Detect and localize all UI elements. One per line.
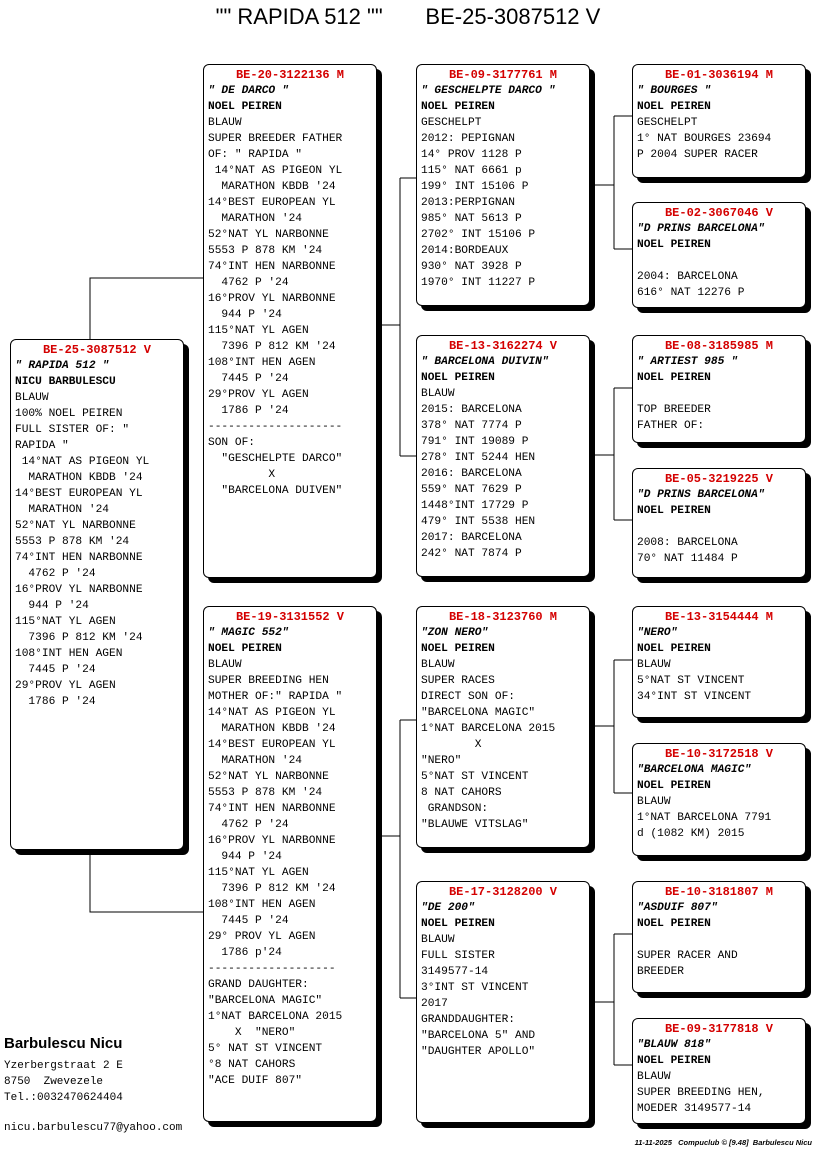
detail-line: ------------------- (208, 963, 336, 975)
sire-sire-owner: NOEL PEIREN (421, 101, 495, 113)
detail-line: FATHER OF: (637, 420, 705, 432)
sds-details (637, 386, 805, 434)
sire-sire-card[interactable] (416, 64, 590, 306)
detail-line: X (208, 469, 276, 481)
detail-line: "BLAUWE VITSLAG" (421, 819, 529, 831)
sdd-name: "D PRINS BARCELONA" (637, 489, 765, 501)
detail-line: 1°NAT BARCELONA 2015 (421, 723, 556, 735)
dsd-details (637, 794, 805, 842)
detail-line: 944 P '24 (208, 309, 282, 321)
detail-line: 2012: PEPIGNAN (421, 133, 515, 145)
dsd-owner: NOEL PEIREN (637, 780, 711, 792)
detail-line: X "NERO" (208, 1027, 296, 1039)
detail-line: 2702° INT 15106 P (421, 229, 536, 241)
dam-details (208, 657, 376, 1089)
dsd-ring: BE-10-3172518 V (664, 747, 774, 761)
sire-ring: BE-20-3122136 M (235, 68, 345, 82)
detail-line: 14°NAT AS PIGEON YL (15, 456, 150, 468)
detail-line: "DAUGHTER APOLLO" (421, 1046, 536, 1058)
detail-line: 944 P '24 (15, 600, 89, 612)
sds-name: " ARTIEST 985 " (637, 356, 738, 368)
detail-line: 791° INT 19089 P (421, 436, 529, 448)
sire-dam-name: " BARCELONA DUIVIN" (421, 356, 549, 368)
detail-line: 16°PROV YL NARBONNE (15, 584, 143, 596)
detail-line: 378° NAT 7774 P (421, 420, 522, 432)
detail-line: BLAUW (637, 796, 671, 808)
detail-line: MARATHON KBDB '24 (208, 723, 336, 735)
detail-line: MARATHON KBDB '24 (15, 472, 143, 484)
detail-line: 74°INT HEN NARBONNE (208, 803, 336, 815)
detail-line: 2008: BARCELONA (637, 537, 738, 549)
detail-line: MOTHER OF:" RAPIDA " (208, 691, 343, 703)
detail-line (637, 386, 805, 402)
detail-line: 52°NAT YL NARBONNE (208, 771, 329, 783)
detail-line: 7445 P '24 (208, 373, 289, 385)
detail-line: 5°NAT ST VINCENT (637, 675, 745, 687)
sire-name: " DE DARCO " (208, 85, 289, 97)
dam-dam-details (421, 932, 589, 1060)
detail-line: TOP BREEDER (637, 404, 711, 416)
detail-line: 5553 P 878 KM '24 (15, 536, 130, 548)
sire-sire-details (421, 115, 589, 291)
detail-line: 108°INT HEN AGEN (208, 899, 316, 911)
detail-line: BLAUW (421, 934, 455, 946)
detail-line: 1°NAT BARCELONA 7791 (637, 812, 772, 824)
subject-owner: NICU BARBULESCU (15, 376, 116, 388)
dam-name: " MAGIC 552" (208, 627, 289, 639)
sire-dam-owner: NOEL PEIREN (421, 372, 495, 384)
detail-line: 4762 P '24 (15, 568, 96, 580)
detail-line: RAPIDA " (15, 440, 69, 452)
ddd-ring: BE-09-3177818 V (664, 1022, 774, 1036)
sire-details (208, 115, 376, 499)
ddd-name: "BLAUW 818" (637, 1039, 711, 1051)
ssd-details (637, 253, 805, 301)
subject-ring: BE-25-3087512 V (42, 343, 152, 357)
detail-line: 29°PROV YL AGEN (208, 389, 309, 401)
detail-line: "BARCELONA MAGIC" (421, 707, 536, 719)
detail-line: 5°NAT ST VINCENT (421, 771, 529, 783)
detail-line: -------------------- (208, 421, 343, 433)
detail-line: 479° INT 5538 HEN (421, 516, 536, 528)
detail-line: 14°NAT AS PIGEON YL (208, 707, 336, 719)
sds-ring: BE-08-3185985 M (664, 339, 774, 353)
detail-line: 115°NAT YL AGEN (15, 616, 116, 628)
detail-line: 34°INT ST VINCENT (637, 691, 752, 703)
dss-name: "NERO" (637, 627, 678, 639)
dss-card[interactable] (632, 606, 806, 718)
detail-line: 29°PROV YL AGEN (15, 680, 116, 692)
detail-line: "BARCELONA MAGIC" (208, 995, 323, 1007)
dam-dam-name: "DE 200" (421, 902, 475, 914)
detail-line: 115°NAT YL AGEN (208, 325, 309, 337)
dam-sire-owner: NOEL PEIREN (421, 643, 495, 655)
detail-line: 930° NAT 3928 P (421, 261, 522, 273)
detail-line: 1970° INT 11227 P (421, 277, 536, 289)
sss-card[interactable] (632, 64, 806, 178)
detail-line: BLAUW (421, 388, 455, 400)
detail-line: 100% NOEL PEIREN (15, 408, 123, 420)
detail-line: 14°BEST EUROPEAN YL (15, 488, 143, 500)
detail-line: 559° NAT 7629 P (421, 484, 522, 496)
breeder-name: Barbulescu Nicu (4, 1035, 123, 1052)
detail-line: 108°INT HEN AGEN (208, 357, 316, 369)
breeder-city: 8750 Zwevezele (4, 1076, 104, 1088)
detail-line: GRANDSON: (421, 803, 489, 815)
dam-dam-ring: BE-17-3128200 V (448, 885, 558, 899)
ssd-ring: BE-02-3067046 V (664, 206, 774, 220)
subject-card[interactable] (10, 339, 184, 850)
detail-line: SUPER BREEDER FATHER (208, 133, 343, 145)
detail-line: 616° NAT 12276 P (637, 287, 745, 299)
detail-line: 5553 P 878 KM '24 (208, 787, 323, 799)
detail-line: GRAND DAUGHTER: (208, 979, 309, 991)
detail-line: 7396 P 812 KM '24 (208, 341, 336, 353)
breeder-info (4, 1034, 182, 1136)
detail-line: BREEDER (637, 966, 684, 978)
detail-line: DIRECT SON OF: (421, 691, 515, 703)
ssd-card[interactable] (632, 202, 806, 308)
breeder-email[interactable]: nicu.barbulescu77@yahoo.com (4, 1122, 183, 1134)
detail-line: BLAUW (208, 659, 242, 671)
sire-dam-details (421, 386, 589, 562)
detail-line: 2013:PERPIGNAN (421, 197, 515, 209)
detail-line: 4762 P '24 (208, 819, 289, 831)
detail-line: MARATHON '24 (208, 755, 302, 767)
detail-line: 5553 P 878 KM '24 (208, 245, 323, 257)
sire-owner: NOEL PEIREN (208, 101, 282, 113)
subject-details (15, 390, 183, 710)
detail-line: 7445 P '24 (15, 664, 96, 676)
detail-line: GESCHELPT (637, 117, 698, 129)
detail-line: GESCHELPT (421, 117, 482, 129)
detail-line: 29° PROV YL AGEN (208, 931, 316, 943)
detail-line: "ACE DUIF 807" (208, 1075, 302, 1087)
sdd-ring: BE-05-3219225 V (664, 472, 774, 486)
sss-ring: BE-01-3036194 M (664, 68, 774, 82)
detail-line: 7396 P 812 KM '24 (208, 883, 336, 895)
detail-line: °8 NAT CAHORS (208, 1059, 296, 1071)
detail-line: 16°PROV YL NARBONNE (208, 835, 336, 847)
detail-line: BLAUW (637, 1071, 671, 1083)
detail-line: 2017 (421, 998, 448, 1010)
detail-line (637, 253, 805, 269)
breeder-tel: Tel.:0032470624404 (4, 1092, 123, 1104)
dam-dam-owner: NOEL PEIREN (421, 918, 495, 930)
detail-line: FULL SISTER (421, 950, 495, 962)
breeder-street: Yzerbergstraat 2 E (4, 1060, 123, 1072)
dam-sire-name: "ZON NERO" (421, 627, 489, 639)
dam-card[interactable] (203, 606, 377, 1122)
detail-line: 2004: BARCELONA (637, 271, 738, 283)
detail-line: 1786 P '24 (208, 405, 289, 417)
detail-line: GRANDDAUGHTER: (421, 1014, 515, 1026)
dam-ring: BE-19-3131552 V (235, 610, 345, 624)
ddd-owner: NOEL PEIREN (637, 1055, 711, 1067)
ssd-name: "D PRINS BARCELONA" (637, 223, 765, 235)
detail-line: "BARCELONA 5" AND (421, 1030, 536, 1042)
dds-ring: BE-10-3181807 M (664, 885, 774, 899)
detail-line: SUPER BREEDING HEN, (637, 1087, 765, 1099)
detail-line: OF: " RAPIDA " (208, 149, 302, 161)
sdd-card[interactable] (632, 468, 806, 578)
detail-line: 1° NAT BOURGES 23694 (637, 133, 772, 145)
sds-owner: NOEL PEIREN (637, 372, 711, 384)
dds-name: "ASDUIF 807" (637, 902, 718, 914)
detail-line: 7396 P 812 KM '24 (15, 632, 143, 644)
detail-line: FULL SISTER OF: " (15, 424, 130, 436)
dss-ring: BE-13-3154444 M (664, 610, 774, 624)
detail-line: 108°INT HEN AGEN (15, 648, 123, 660)
sire-sire-name: " GESCHELPTE DARCO " (421, 85, 556, 97)
detail-line: 115°NAT YL AGEN (208, 867, 309, 879)
dds-owner: NOEL PEIREN (637, 918, 711, 930)
detail-line (637, 932, 805, 948)
page-title: "" RAPIDA 512 "" BE-25-3087512 V (215, 4, 601, 29)
detail-line: MARATHON '24 (208, 213, 302, 225)
sire-card[interactable] (203, 64, 377, 578)
detail-line: 2016: BARCELONA (421, 468, 522, 480)
dam-owner: NOEL PEIREN (208, 643, 282, 655)
detail-line: 1786 p'24 (208, 947, 282, 959)
ddd-details (637, 1069, 805, 1117)
detail-line: 70° NAT 11484 P (637, 553, 738, 565)
detail-line: 5° NAT ST VINCENT (208, 1043, 323, 1055)
detail-line: 14° PROV 1128 P (421, 149, 522, 161)
detail-line: 2014:BORDEAUX (421, 245, 509, 257)
dam-sire-details (421, 657, 589, 833)
detail-line: SUPER RACER AND (637, 950, 738, 962)
dam-sire-card[interactable] (416, 606, 590, 848)
detail-line: "GESCHELPTE DARCO" (208, 453, 343, 465)
detail-line: BLAUW (421, 659, 455, 671)
detail-line: MARATHON KBDB '24 (208, 181, 336, 193)
detail-line: 242° NAT 7874 P (421, 548, 522, 560)
detail-line: 3°INT ST VINCENT (421, 982, 529, 994)
sdd-details (637, 519, 805, 567)
detail-line: 1448°INT 17729 P (421, 500, 529, 512)
dds-card[interactable] (632, 881, 806, 993)
detail-line: 14°NAT AS PIGEON YL (208, 165, 343, 177)
detail-line: 14°BEST EUROPEAN YL (208, 197, 336, 209)
dsd-card[interactable] (632, 743, 806, 856)
detail-line: 1786 P '24 (15, 696, 96, 708)
detail-line: d (1082 KM) 2015 (637, 828, 745, 840)
detail-line: 74°INT HEN NARBONNE (208, 261, 336, 273)
dam-dam-card[interactable] (416, 881, 590, 1123)
sdd-owner: NOEL PEIREN (637, 505, 711, 517)
dsd-name: "BARCELONA MAGIC" (637, 764, 752, 776)
sss-details (637, 115, 805, 163)
detail-line: 3149577-14 (421, 966, 489, 978)
detail-line: SON OF: (208, 437, 255, 449)
dss-details (637, 657, 805, 705)
detail-line: 985° NAT 5613 P (421, 213, 522, 225)
dds-details (637, 932, 805, 980)
detail-line: BLAUW (15, 392, 49, 404)
detail-line: 8 NAT CAHORS (421, 787, 502, 799)
detail-line: BLAUW (208, 117, 242, 129)
detail-line: 944 P '24 (208, 851, 282, 863)
detail-line: 16°PROV YL NARBONNE (208, 293, 336, 305)
footer-text: 11-11-2025 Compuclub © [9.48] Barbulescu Nicu (634, 1138, 812, 1147)
detail-line: 74°INT HEN NARBONNE (15, 552, 143, 564)
detail-line: MOEDER 3149577-14 (637, 1103, 752, 1115)
detail-line: MARATHON '24 (15, 504, 109, 516)
sire-dam-card[interactable] (416, 335, 590, 577)
ddd-card[interactable] (632, 1018, 806, 1124)
sss-owner: NOEL PEIREN (637, 101, 711, 113)
detail-line: SUPER RACES (421, 675, 495, 687)
sire-sire-ring: BE-09-3177761 M (448, 68, 558, 82)
dam-sire-ring: BE-18-3123760 M (448, 610, 558, 624)
detail-line: BLAUW (637, 659, 671, 671)
sss-name: " BOURGES " (637, 85, 711, 97)
detail-line: 52°NAT YL NARBONNE (15, 520, 136, 532)
detail-line (637, 519, 805, 535)
detail-line: SUPER BREEDING HEN (208, 675, 329, 687)
sire-dam-ring: BE-13-3162274 V (448, 339, 558, 353)
detail-line: 199° INT 15106 P (421, 181, 529, 193)
ssd-owner: NOEL PEIREN (637, 239, 711, 251)
detail-line: 2015: BARCELONA (421, 404, 522, 416)
detail-line: 14°BEST EUROPEAN YL (208, 739, 336, 751)
subject-name: " RAPIDA 512 " (15, 360, 109, 372)
detail-line: P 2004 SUPER RACER (637, 149, 758, 161)
sds-card[interactable] (632, 335, 806, 443)
detail-line: 115° NAT 6661 p (421, 165, 522, 177)
detail-line: 7445 P '24 (208, 915, 289, 927)
detail-line: 278° INT 5244 HEN (421, 452, 536, 464)
dss-owner: NOEL PEIREN (637, 643, 711, 655)
detail-line: "BARCELONA DUIVEN" (208, 485, 343, 497)
detail-line: 4762 P '24 (208, 277, 289, 289)
detail-line: 2017: BARCELONA (421, 532, 522, 544)
detail-line: "NERO" (421, 755, 462, 767)
detail-line: X (421, 739, 482, 751)
detail-line: 1°NAT BARCELONA 2015 (208, 1011, 343, 1023)
detail-line: 52°NAT YL NARBONNE (208, 229, 329, 241)
